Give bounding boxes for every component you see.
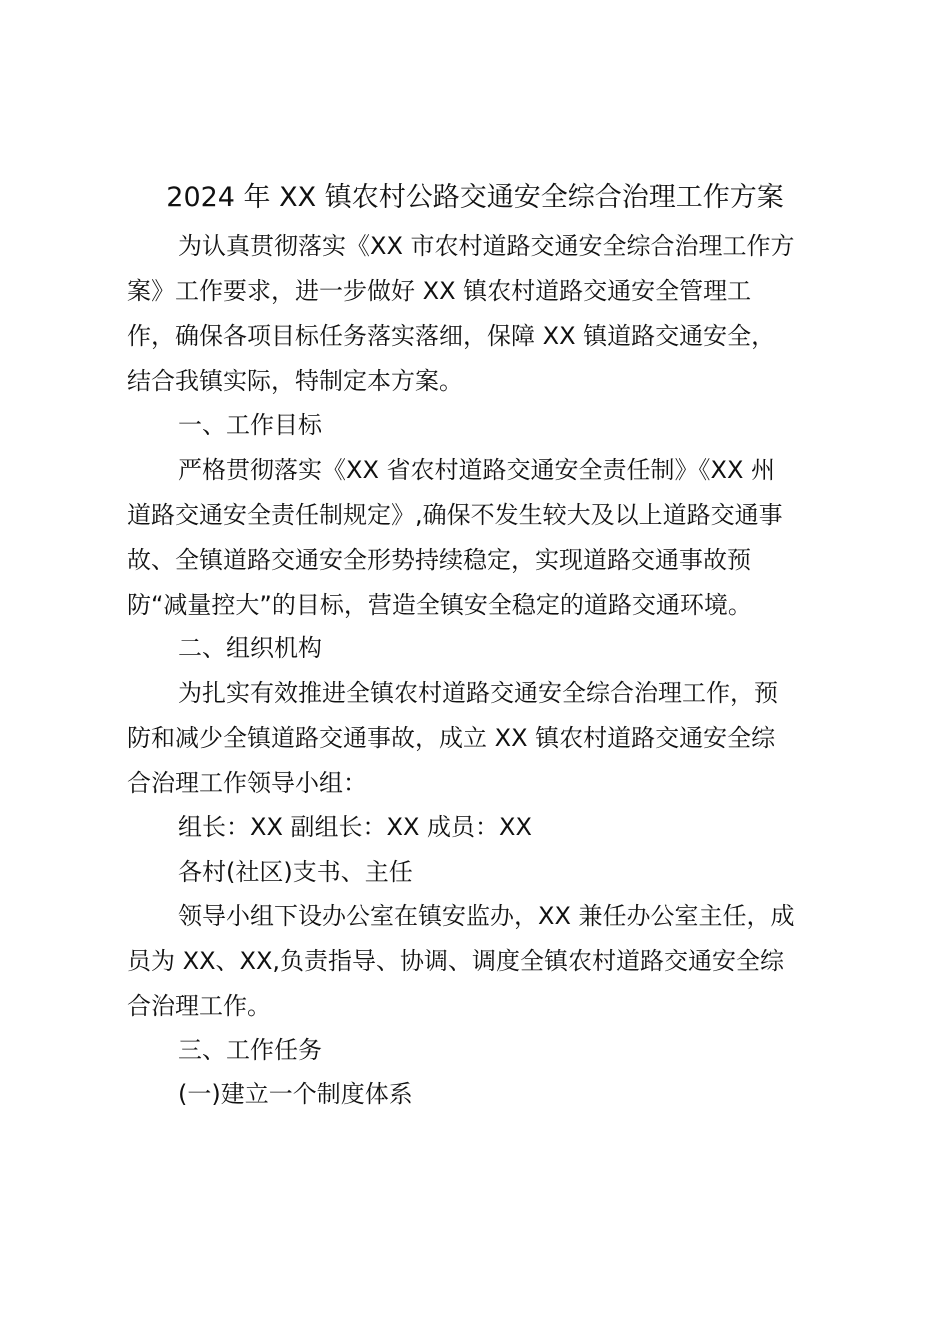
members-list: [127, 805, 847, 895]
section-2-heading: 二、组织机构: [178, 634, 322, 662]
section-heading: [127, 626, 847, 671]
section-1-heading: 一、工作目标: [178, 411, 322, 439]
members-line: 各村(社区)支书、主任: [178, 858, 413, 886]
paragraph-line: 合治理工作领导小组：: [127, 769, 367, 797]
section-1-paragraph: [127, 448, 847, 628]
section-heading: [127, 403, 847, 448]
paragraph-line: 案》工作要求，进一步做好 XX 镇农村道路交通安全管理工: [127, 277, 752, 305]
subsection-1-heading: (一)建立一个制度体系: [178, 1080, 413, 1108]
paragraph-line: 防和减少全镇道路交通事故，成立 XX 镇农村道路交通安全综: [127, 724, 776, 752]
members-line: 组长：XX 副组长：XX 成员：XX: [178, 813, 532, 841]
paragraph-line: 领导小组下设办公室在镇安监办，XX 兼任办公室主任，成: [178, 902, 795, 930]
paragraph-line: 员为 XX、XX,负责指导、协调、调度全镇农村道路交通安全综: [127, 947, 785, 975]
paragraph-line: 严格贯彻落实《XX 省农村道路交通安全责任制》《XX 州: [178, 456, 776, 484]
section-2-paragraph: [127, 671, 847, 806]
paragraph-line: 合治理工作。: [127, 992, 271, 1020]
paragraph-line: 故、全镇道路交通安全形势持续稳定，实现道路交通事故预: [127, 546, 751, 574]
section-3-heading: 三、工作任务: [178, 1036, 322, 1064]
paragraph-line: 为扎实有效推进全镇农村道路交通安全综合治理工作，预: [178, 679, 778, 707]
section-heading: [127, 1028, 847, 1073]
subsection-heading: [127, 1072, 847, 1117]
paragraph-line: 防“减量控大”的目标，营造全镇安全稳定的道路交通环境。: [127, 591, 752, 619]
paragraph-line: 结合我镇实际，特制定本方案。: [127, 367, 463, 395]
document-title: 2024 年 XX 镇农村公路交通安全综合治理工作方案: [166, 182, 784, 213]
intro-paragraph: [127, 224, 847, 404]
paragraph-line: 作，确保各项目标任务落实落细，保障 XX 镇道路交通安全，: [127, 322, 776, 350]
paragraph-line: 道路交通安全责任制规定》,确保不发生较大及以上道路交通事: [127, 501, 783, 529]
paragraph-line: 为认真贯彻落实《XX 市农村道路交通安全综合治理工作方: [178, 232, 795, 260]
office-paragraph: [127, 894, 847, 1029]
